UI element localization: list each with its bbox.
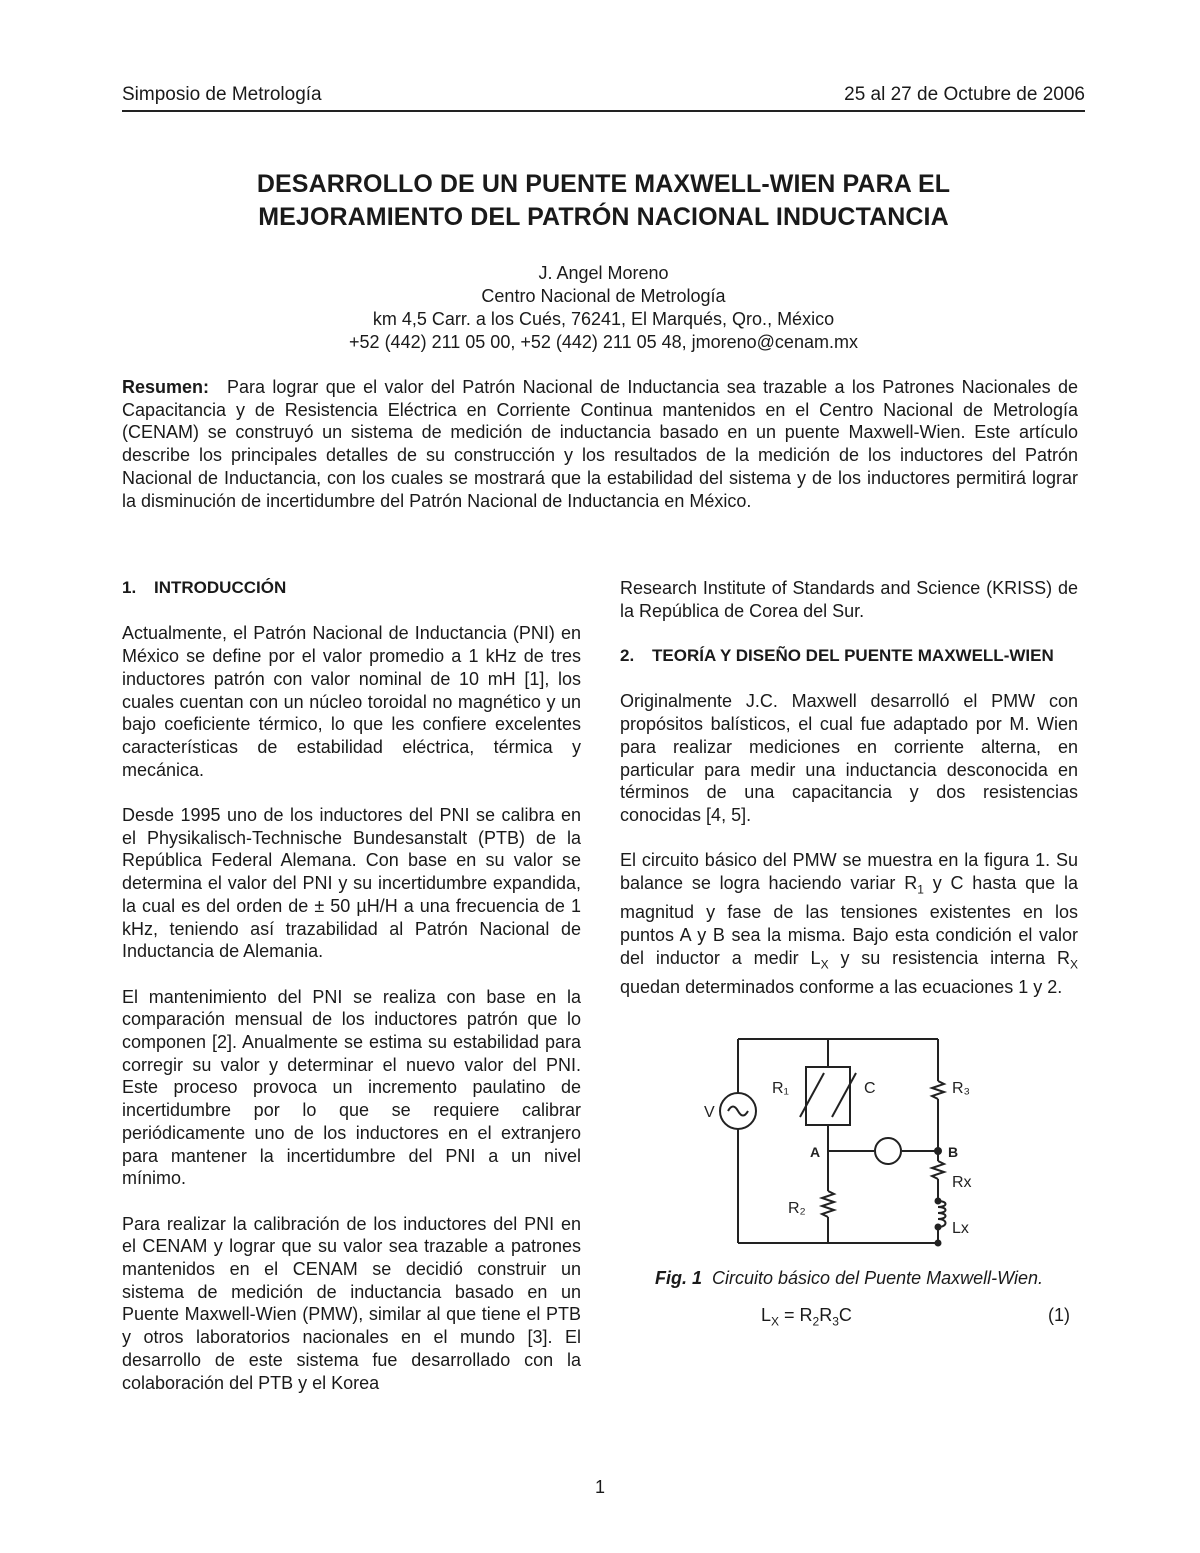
- equation-1: [620, 1304, 1078, 1332]
- text-run: y su resistencia interna R: [828, 947, 1070, 968]
- label-v: V: [704, 1104, 715, 1122]
- node-dot: [935, 1224, 942, 1231]
- eq-symbol: L: [761, 1305, 772, 1326]
- eq-subscript: 2: [812, 1314, 820, 1329]
- r1-variable-arrow: [800, 1073, 824, 1117]
- paragraph: [620, 849, 1078, 998]
- label-r2: R₂: [788, 1200, 806, 1218]
- title-line-2: MEJORAMIENTO DEL PATRÓN NACIONAL INDUCTANCIA: [258, 203, 949, 231]
- eq-symbol: = R: [779, 1305, 813, 1326]
- header-date: 25 al 27 de Octubre de 2006: [844, 84, 1085, 105]
- sine-symbol: [728, 1107, 748, 1116]
- eq-subscript: X: [771, 1314, 780, 1329]
- label-lx: Lx: [952, 1220, 969, 1238]
- node-b-dot: [934, 1147, 942, 1155]
- resistor-r2: [822, 1191, 834, 1217]
- subscript: X: [820, 957, 829, 972]
- section-2-heading: [620, 645, 1078, 668]
- text-run: quedan determinados conforme a las ecuaciones 1 y 2.: [620, 977, 1063, 998]
- resistor-r3: [932, 1081, 944, 1099]
- abstract-text: Para lograr que el valor del Patrón Nacional de Inductancia sea trazable a los Patrones Nacionales de Capacitancia y de Resistencia Eléctrica en Corriente Continua mantenidos en el Centro Nacional de Metrología (CENAM) se construyó un sistema de medición de inductancia basado en un puente Maxwell-Wien. Este artículo describe los principales detalles de su construcción y los resultados de la medición de los inductores del Patrón Nacional de Inductancia, con los cuales se mostrará que la estabilidad del sistema y de los inductores permitirá lograr la disminución de incertidumbre del Patrón Nacional de Inductancia en México.: [122, 377, 1078, 511]
- section-1-title: INTRODUCCIÓN: [154, 578, 287, 597]
- text-run: El circuito básico del PMW se muestra en la figura 1. Su balance se logra haciendo variar R: [620, 850, 1078, 894]
- inductor-lx: [938, 1201, 946, 1227]
- author-contact: +52 (442) 211 05 00, +52 (442) 211 05 48, jmoreno@cenam.mx: [349, 332, 858, 352]
- section-1-heading: [122, 577, 581, 600]
- paragraph: El mantenimiento del PNI se realiza con base en la comparación mensual de los inductores patrón que lo componen [2]. Anualmente se estima su estabilidad para corregir su valor y determinar el nuevo valor del PNI. Este proceso provoca un incremento paulatino de incertidumbre por lo que se requiere calibrar periódicamente uno de los inductores en el extranjero para mantener la incertidumbre del PNI a un nivel mínimo.: [122, 986, 581, 1189]
- node-dot: [935, 1198, 942, 1205]
- left-column: [122, 577, 581, 1417]
- subscript: X: [1070, 957, 1079, 972]
- page-number: 1: [594, 1477, 605, 1497]
- abstract: [122, 376, 1078, 512]
- node-dot: [935, 1240, 942, 1247]
- author-address: km 4,5 Carr. a los Cués, 76241, El Marqués, Qro., México: [372, 309, 835, 329]
- paragraph: Desde 1995 uno de los inductores del PNI se calibra en el Physikalisch-Technische Bundesanstalt (PTB) de la República Federal Alemana. Con base en su valor se determina el valor del PNI y su incertidumbre expandida, la cual es del orden de ± 50 µH/H a una frecuencia de 1 kHz, teniendo así trazabilidad al Patrón Nacional de Inductancia de Alemania.: [122, 805, 581, 962]
- author-affiliation: Centro Nacional de Metrología: [481, 286, 726, 306]
- paragraph: Actualmente, el Patrón Nacional de Inductancia (PNI) en México se define por el valor promedio a 1 kHz de tres inductores patrón con valor nominal de 10 mH [1], los cuales cuentan con un núcleo toroidal no magnético y un bajo coeficiente térmico, lo que les confiere excelentes características de estabilidad eléctrica, térmica y mecánica.: [122, 623, 581, 780]
- detector: [875, 1138, 901, 1164]
- equation-expression: [761, 1304, 852, 1333]
- section-1-number: 1.: [122, 578, 137, 597]
- label-rx: Rx: [952, 1174, 972, 1192]
- header-conference: Simposio de Metrología: [122, 84, 322, 105]
- caption-label: Fig. 1: [654, 1268, 702, 1289]
- label-b: B: [948, 1144, 959, 1161]
- section-2-title: TEORÍA Y DISEÑO DEL PUENTE MAXWELL-WIEN: [652, 646, 1054, 666]
- section-2-number: 2.: [620, 646, 635, 666]
- eq-subscript: 3: [832, 1314, 839, 1329]
- eq-symbol: R: [819, 1305, 833, 1326]
- figure-caption: [620, 1267, 1078, 1290]
- c-variable-arrow: [832, 1073, 856, 1117]
- running-header: [122, 84, 1085, 112]
- paragraph: Para realizar la calibración de los inductores del PNI en el CENAM y lograr que su valor sea trazable a patrones mantenidos en el CENAM se decidió construir un sistema de medición de inductancia basado en un Puente Maxwell-Wien (PMW), similar al que tiene el PTB y otros laboratorios nacionales en el mundo [3]. El desarrollo de este sistema fue desarrollado con la colaboración del PTB y el Korea: [122, 1213, 581, 1393]
- title-line-1: DESARROLLO DE UN PUENTE MAXWELL-WIEN PARA EL: [256, 170, 951, 198]
- right-column: [620, 577, 1078, 1332]
- subscript: 1: [917, 882, 924, 897]
- label-r3: R₃: [952, 1080, 971, 1098]
- abstract-label: Resumen:: [122, 377, 210, 397]
- author-block: [122, 262, 1085, 354]
- text-run: y C hasta que la magnitud y fase de las tensiones existentes en los puntos A y B sea la misma. Bajo esta condición el valor del inductor a medir L: [620, 873, 1078, 968]
- paragraph: Originalmente J.C. Maxwell desarrolló el PMW con propósitos balísticos, el cual fue adaptado por M. Wien para realizar mediciones en corriente alterna, en particular para medir una inductancia desconocida en términos de una capacitancia y dos resistencias conocidas [4, 5].: [620, 691, 1078, 825]
- circuit-diagram: [698, 1021, 998, 1261]
- author-name: J. Angel Moreno: [538, 263, 669, 283]
- label-r1: R₁: [772, 1080, 789, 1098]
- caption-text: Circuito básico del Puente Maxwell-Wien.: [712, 1268, 1043, 1289]
- resistor-rx: [932, 1161, 944, 1179]
- eq-symbol: C: [838, 1305, 852, 1326]
- label-a: A: [810, 1144, 821, 1161]
- figure-1: [620, 1021, 1078, 1261]
- label-c: C: [864, 1080, 876, 1098]
- paper-title: [122, 168, 1085, 234]
- equation-number: (1): [1048, 1305, 1070, 1326]
- paragraph-continuation: Research Institute of Standards and Science (KRISS) de la República de Corea del Sur.: [620, 578, 1078, 621]
